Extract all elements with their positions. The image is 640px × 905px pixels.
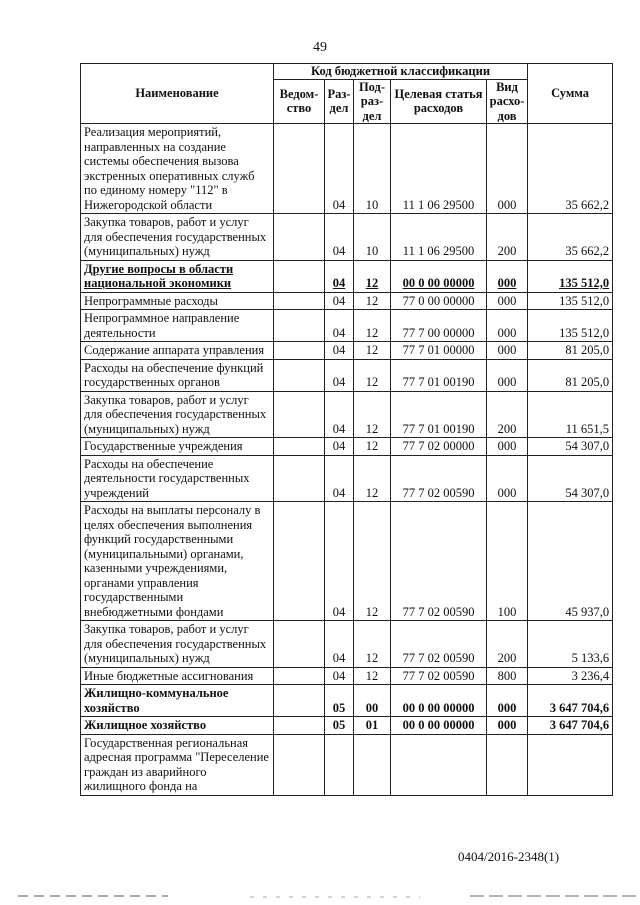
cell-celevaya-statya: 77 7 01 00190 [391, 359, 487, 391]
cell-vedomstvo [274, 310, 325, 342]
scan-edge-marks [0, 893, 640, 899]
cell-razdel: 04 [325, 455, 354, 502]
cell-vedomstvo [274, 438, 325, 456]
cell-podrazdel: 12 [354, 438, 391, 456]
cell-sum [528, 734, 613, 795]
cell-vid-raskhodov: 000 [487, 359, 528, 391]
cell-podrazdel: 10 [354, 124, 391, 214]
cell-sum: 35 662,2 [528, 124, 613, 214]
cell-razdel: 05 [325, 717, 354, 735]
cell-podrazdel: 12 [354, 667, 391, 685]
cell-celevaya-statya: 77 7 02 00590 [391, 621, 487, 668]
cell-celevaya-statya: 77 7 01 00000 [391, 342, 487, 360]
table-row [81, 310, 613, 342]
cell-name: Расходы на обеспечение деятельности государственных учреждений [81, 455, 274, 502]
table-body [81, 124, 613, 796]
table-row [81, 342, 613, 360]
cell-vid-raskhodov: 800 [487, 667, 528, 685]
cell-celevaya-statya: 77 7 02 00590 [391, 502, 487, 621]
cell-vid-raskhodov: 200 [487, 391, 528, 438]
cell-name: Закупка товаров, работ и услуг для обеспечения государственных (муниципальных) нужд [81, 214, 274, 261]
cell-vid-raskhodov: 000 [487, 292, 528, 310]
table-row [81, 391, 613, 438]
cell-name: Жилищно-коммунальное хозяйство [81, 685, 274, 717]
header-celevaya-statya: Целевая статья расходов [391, 79, 487, 124]
cell-sum: 45 937,0 [528, 502, 613, 621]
cell-sum: 3 236,4 [528, 667, 613, 685]
cell-razdel: 04 [325, 438, 354, 456]
cell-vid-raskhodov: 000 [487, 685, 528, 717]
cell-razdel: 05 [325, 685, 354, 717]
cell-sum: 81 205,0 [528, 359, 613, 391]
cell-vedomstvo [274, 667, 325, 685]
cell-vid-raskhodov: 200 [487, 621, 528, 668]
cell-name: Реализация мероприятий, направленных на создание системы обеспечения вызова экстренных оперативных служб по единому номеру "112" в Нижегородской области [81, 124, 274, 214]
cell-sum: 5 133,6 [528, 621, 613, 668]
cell-podrazdel: 12 [354, 359, 391, 391]
cell-vid-raskhodov: 000 [487, 455, 528, 502]
cell-podrazdel [354, 734, 391, 795]
cell-podrazdel: 12 [354, 621, 391, 668]
cell-name: Расходы на выплаты персоналу в целях обеспечения выполнения функций государственными (муниципальными) органами, казенными учреждениями, органами управления государственными внебюджетными фондами [81, 502, 274, 621]
cell-vid-raskhodov: 000 [487, 124, 528, 214]
table-row [81, 359, 613, 391]
cell-sum: 54 307,0 [528, 455, 613, 502]
table-row [81, 455, 613, 502]
cell-name: Государственная региональная адресная программа "Переселение граждан из аварийного жилищного фонда на [81, 734, 274, 795]
cell-razdel: 04 [325, 310, 354, 342]
cell-razdel: 04 [325, 342, 354, 360]
cell-podrazdel: 01 [354, 717, 391, 735]
cell-vid-raskhodov: 000 [487, 438, 528, 456]
cell-celevaya-statya: 77 7 00 00000 [391, 310, 487, 342]
table-row [81, 438, 613, 456]
header-razdel: Раз-дел [325, 79, 354, 124]
table-row [81, 621, 613, 668]
document-code: 0404/2016-2348(1) [458, 849, 560, 864]
cell-vedomstvo [274, 292, 325, 310]
cell-razdel: 04 [325, 292, 354, 310]
cell-podrazdel: 00 [354, 685, 391, 717]
cell-celevaya-statya: 77 7 02 00000 [391, 438, 487, 456]
table-row [81, 734, 613, 795]
cell-name: Закупка товаров, работ и услуг для обеспечения государственных (муниципальных) нужд [81, 391, 274, 438]
table-row [81, 685, 613, 717]
cell-name: Жилищное хозяйство [81, 717, 274, 735]
cell-celevaya-statya: 77 7 01 00190 [391, 391, 487, 438]
header-vedomstvo: Ведом-ство [274, 79, 325, 124]
cell-celevaya-statya: 00 0 00 00000 [391, 685, 487, 717]
cell-vedomstvo [274, 359, 325, 391]
cell-razdel: 04 [325, 260, 354, 292]
cell-sum: 35 662,2 [528, 214, 613, 261]
cell-vid-raskhodov: 100 [487, 502, 528, 621]
cell-podrazdel: 12 [354, 310, 391, 342]
cell-vedomstvo [274, 342, 325, 360]
table-row [81, 124, 613, 214]
cell-name: Содержание аппарата управления [81, 342, 274, 360]
cell-podrazdel: 12 [354, 391, 391, 438]
cell-podrazdel: 12 [354, 502, 391, 621]
cell-name: Расходы на обеспечение функций государственных органов [81, 359, 274, 391]
cell-vedomstvo [274, 734, 325, 795]
cell-sum: 3 647 704,6 [528, 685, 613, 717]
table-row [81, 214, 613, 261]
cell-sum: 135 512,0 [528, 260, 613, 292]
cell-podrazdel: 10 [354, 214, 391, 261]
table-row [81, 717, 613, 735]
cell-razdel: 04 [325, 621, 354, 668]
table-row [81, 667, 613, 685]
cell-vedomstvo [274, 717, 325, 735]
cell-celevaya-statya: 00 0 00 00000 [391, 260, 487, 292]
cell-podrazdel: 12 [354, 292, 391, 310]
cell-vedomstvo [274, 685, 325, 717]
cell-sum: 81 205,0 [528, 342, 613, 360]
cell-vedomstvo [274, 502, 325, 621]
cell-razdel: 04 [325, 359, 354, 391]
cell-name: Другие вопросы в области национальной экономики [81, 260, 274, 292]
cell-celevaya-statya: 11 1 06 29500 [391, 214, 487, 261]
cell-celevaya-statya: 77 7 02 00590 [391, 667, 487, 685]
cell-name: Государственные учреждения [81, 438, 274, 456]
cell-sum: 11 651,5 [528, 391, 613, 438]
cell-podrazdel: 12 [354, 455, 391, 502]
cell-vid-raskhodov [487, 734, 528, 795]
cell-vid-raskhodov: 000 [487, 342, 528, 360]
cell-razdel: 04 [325, 124, 354, 214]
table-row [81, 260, 613, 292]
header-vid-raskhodov: Вид расхо-дов [487, 79, 528, 124]
cell-celevaya-statya: 77 0 00 00000 [391, 292, 487, 310]
cell-celevaya-statya: 00 0 00 00000 [391, 717, 487, 735]
budget-table [80, 63, 613, 796]
cell-vid-raskhodov: 000 [487, 260, 528, 292]
cell-vedomstvo [274, 391, 325, 438]
cell-razdel: 04 [325, 391, 354, 438]
cell-name: Иные бюджетные ассигнования [81, 667, 274, 685]
header-budget-classification: Код бюджетной классификации [274, 64, 528, 80]
cell-vedomstvo [274, 621, 325, 668]
cell-razdel: 04 [325, 502, 354, 621]
cell-name: Непрограммное направление деятельности [81, 310, 274, 342]
header-name: Наименование [81, 64, 274, 124]
cell-name: Непрограммные расходы [81, 292, 274, 310]
cell-vedomstvo [274, 455, 325, 502]
header-podrazdel: Под-раз-дел [354, 79, 391, 124]
cell-vid-raskhodov: 200 [487, 214, 528, 261]
cell-podrazdel: 12 [354, 260, 391, 292]
cell-razdel: 04 [325, 214, 354, 261]
header-sum: Сумма [528, 64, 613, 124]
cell-vid-raskhodov: 000 [487, 310, 528, 342]
cell-vedomstvo [274, 260, 325, 292]
cell-sum: 135 512,0 [528, 292, 613, 310]
table-row [81, 502, 613, 621]
cell-celevaya-statya: 77 7 02 00590 [391, 455, 487, 502]
page-number: 49 [313, 40, 327, 55]
cell-vedomstvo [274, 124, 325, 214]
cell-celevaya-statya: 11 1 06 29500 [391, 124, 487, 214]
cell-vedomstvo [274, 214, 325, 261]
cell-sum: 135 512,0 [528, 310, 613, 342]
cell-sum: 3 647 704,6 [528, 717, 613, 735]
cell-sum: 54 307,0 [528, 438, 613, 456]
cell-razdel: 04 [325, 667, 354, 685]
cell-podrazdel: 12 [354, 342, 391, 360]
cell-celevaya-statya [391, 734, 487, 795]
cell-razdel [325, 734, 354, 795]
cell-vid-raskhodov: 000 [487, 717, 528, 735]
table-row [81, 292, 613, 310]
cell-name: Закупка товаров, работ и услуг для обеспечения государственных (муниципальных) нужд [81, 621, 274, 668]
